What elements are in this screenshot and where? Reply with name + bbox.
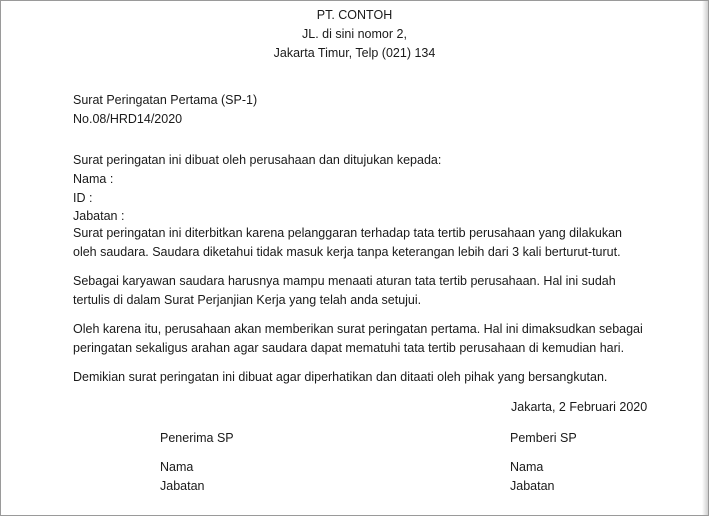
issuer-position: Jabatan [510,479,555,493]
paragraph-2-line-2: tertulis di dalam Surat Perjanjian Kerja yang telah anda setujui. [73,293,422,307]
issuer-role: Pemberi SP [510,431,577,445]
intro-text: Surat peringatan ini dibuat oleh perusahaan dan ditujukan kepada: [73,153,442,167]
date-place: Jakarta, 2 Februari 2020 [511,400,648,414]
paragraph-1-line-2: oleh saudara. Saudara diketahui tidak masuk kerja tanpa keterangan lebih dari 3 kali berturut-turut. [73,245,621,259]
address-line-2: Jakarta Timur, Telp (021) 134 [273,46,436,60]
letter-title: Surat Peringatan Pertama (SP-1) [73,93,258,107]
recipient-role: Penerima SP [160,431,234,445]
recipient-position: Jabatan [160,479,205,493]
field-id: ID : [73,191,93,205]
recipient-name: Nama [160,460,194,474]
address-line-1: JL. di sini nomor 2, [302,27,407,41]
paragraph-3-line-1: Oleh karena itu, perusahaan akan memberikan surat peringatan pertama. Hal ini dimaksudkan sebagai [73,322,643,336]
paragraph-2-line-1: Sebagai karyawan saudara harusnya mampu menaati aturan tata tertib perusahaan. Hal ini sudah [73,274,616,288]
company-name: PT. CONTOH [316,8,393,22]
page-edge-shadow [702,1,708,515]
issuer-name: Nama [510,460,544,474]
paragraph-4-line-1: Demikian surat peringatan ini dibuat agar diperhatikan dan ditaati oleh pihak yang bersangkutan. [73,370,608,384]
paragraph-3-line-2: peringatan sekaligus arahan agar saudara dapat mematuhi tata tertib perusahaan di kemudian hari. [73,341,625,355]
paragraph-1-line-1: Surat peringatan ini diterbitkan karena pelanggaran terhadap tata tertib perusahaan yang dilakukan [73,226,622,240]
field-nama: Nama : [73,172,114,186]
field-jabatan: Jabatan : [73,209,125,223]
letter-number: No.08/HRD14/2020 [73,112,183,126]
